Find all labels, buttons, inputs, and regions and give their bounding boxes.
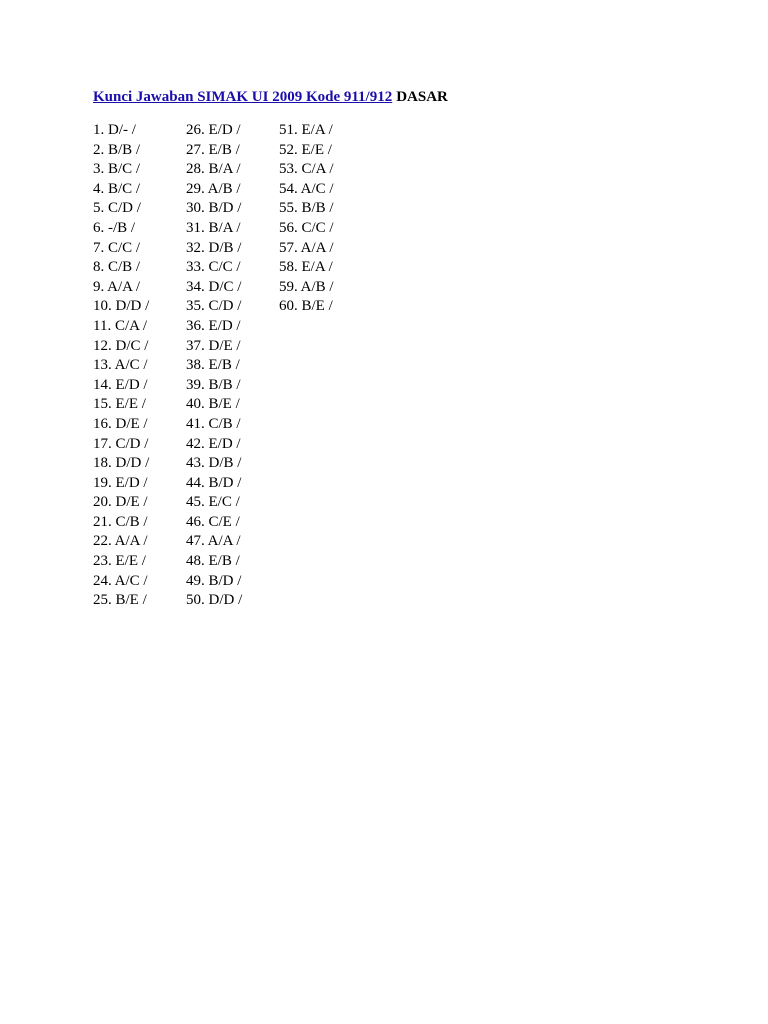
answer-item: 56. C/C / — [279, 219, 334, 236]
answer-item: 20. D/E / — [93, 494, 148, 511]
answer-column-3 — [279, 121, 334, 317]
answer-item: 42. E/D / — [186, 435, 241, 452]
answer-item: 17. C/D / — [93, 435, 149, 452]
answer-item: 32. D/B / — [186, 239, 242, 256]
answer-item: 47. A/A / — [186, 533, 241, 550]
answer-item: 9. A/A / — [93, 278, 141, 295]
answer-item: 31. B/A / — [186, 219, 241, 236]
answer-item: 33. C/C / — [186, 259, 241, 276]
answer-item: 58. E/A / — [279, 259, 333, 276]
answer-item: 23. E/E / — [93, 553, 146, 570]
document-title — [93, 87, 448, 107]
answer-item: 11. C/A / — [93, 317, 148, 334]
answer-item: 46. C/E / — [186, 513, 240, 530]
answer-item: 40. B/E / — [186, 396, 240, 413]
answer-item: 22. A/A / — [93, 533, 148, 550]
answer-item: 51. E/A / — [279, 122, 333, 138]
answer-item: 13. A/C / — [93, 357, 148, 374]
answer-item: 41. C/B / — [186, 415, 241, 432]
answer-item: 49. B/D / — [186, 572, 242, 589]
answer-item: 53. C/A / — [279, 161, 334, 178]
answer-item: 2. B/B / — [93, 141, 141, 158]
answer-item: 25. B/E / — [93, 592, 147, 609]
answer-item: 38. E/B / — [186, 357, 240, 374]
answer-item: 16. D/E / — [93, 415, 148, 432]
answer-item: 21. C/B / — [93, 513, 148, 530]
answer-item: 60. B/E / — [279, 298, 333, 315]
answer-item: 36. E/D / — [186, 317, 241, 334]
answer-item: 10. D/D / — [93, 298, 150, 315]
answer-item: 28. B/A / — [186, 161, 241, 178]
answer-item: 39. B/B / — [186, 376, 241, 393]
answer-item: 35. C/D / — [186, 298, 242, 315]
answer-item: 27. E/B / — [186, 141, 240, 158]
answer-item: 30. B/D / — [186, 200, 242, 217]
answer-column-1 — [93, 121, 149, 611]
answer-item: 44. B/D / — [186, 474, 242, 491]
answer-item: 26. E/D / — [186, 122, 241, 138]
answer-item: 57. A/A / — [279, 239, 334, 256]
answer-item: 29. A/B / — [186, 180, 241, 197]
answer-item: 50. D/D / — [186, 592, 243, 609]
answer-item: 15. E/E / — [93, 396, 146, 413]
answer-item: 1. D/- / — [93, 122, 136, 138]
answer-item: 52. E/E / — [279, 141, 332, 158]
answer-item: 37. D/E / — [186, 337, 241, 354]
answer-item: 5. C/D / — [93, 200, 141, 217]
answer-item: 18. D/D / — [93, 455, 150, 472]
answer-item: 55. B/B / — [279, 200, 334, 217]
answer-column-2 — [186, 121, 242, 611]
answer-item: 43. D/B / — [186, 455, 242, 472]
answer-item: 34. D/C / — [186, 278, 242, 295]
answer-item: 59. A/B / — [279, 278, 334, 295]
answer-item: 45. E/C / — [186, 494, 240, 511]
answer-item: 24. A/C / — [93, 572, 148, 589]
answer-item: 8. C/B / — [93, 259, 141, 276]
answer-item: 19. E/D / — [93, 474, 148, 491]
title-suffix: DASAR — [396, 89, 448, 105]
answer-item: 4. B/C / — [93, 180, 141, 197]
answer-item: 6. -/B / — [93, 219, 136, 236]
answer-item: 14. E/D / — [93, 376, 148, 393]
answer-item: 48. E/B / — [186, 553, 240, 570]
answer-item: 7. C/C / — [93, 239, 141, 256]
answer-item: 3. B/C / — [93, 161, 141, 178]
answer-item: 54. A/C / — [279, 180, 334, 197]
answer-item: 12. D/C / — [93, 337, 149, 354]
title-link[interactable]: Kunci Jawaban SIMAK UI 2009 Kode 911/912 — [93, 89, 393, 105]
